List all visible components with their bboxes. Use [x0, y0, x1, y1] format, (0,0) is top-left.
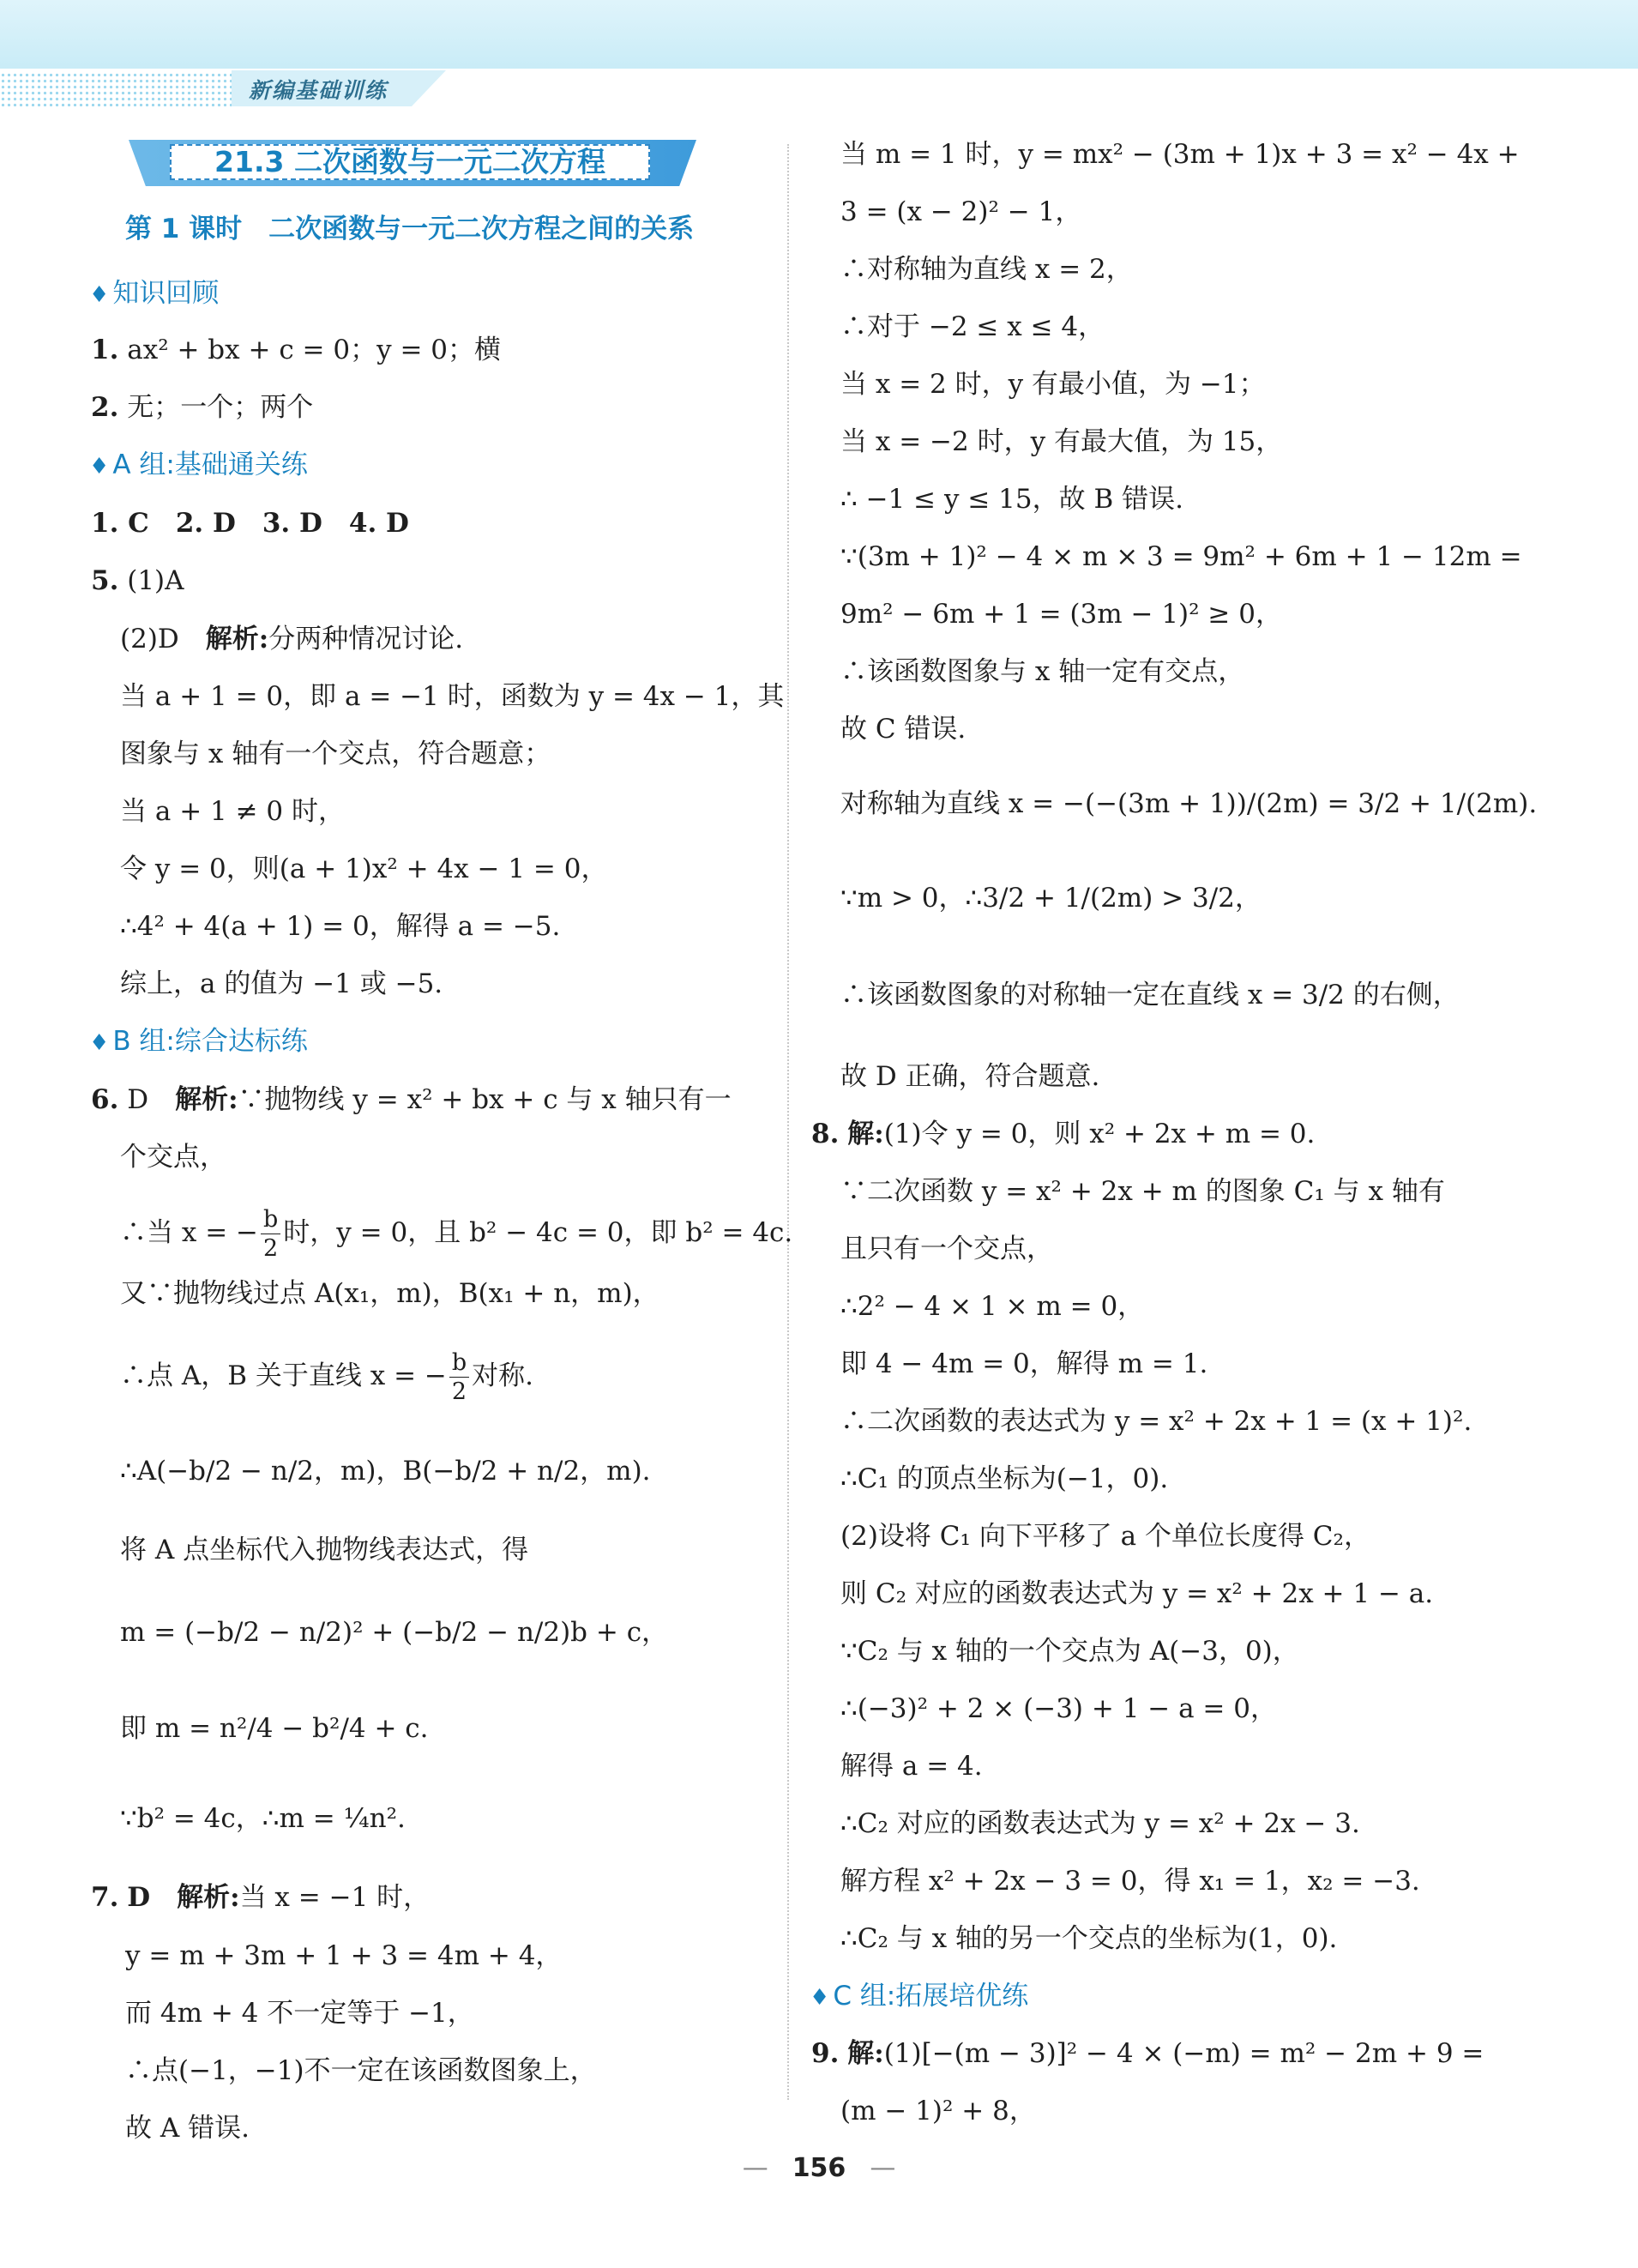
- q9-text: (1)[−(m − 3)]² − 4 × (−m) = m² − 2m + 9 =: [883, 2038, 1484, 2069]
- q5-line: 当 a + 1 ≠ 0 时，: [120, 796, 346, 827]
- q8-line: ∴C₂ 对应的函数表达式为 y = x² + 2x − 3.: [840, 1808, 1360, 1839]
- q7-line: 故 A 错误.: [125, 2113, 250, 2144]
- diamond-icon: ♦: [89, 282, 110, 308]
- q7-cont-line: ∴该函数图象的对称轴一定在直线 x = 3/2 的右侧，: [840, 980, 1460, 1010]
- diamond-icon: ♦: [810, 1985, 830, 2011]
- q6-text: ∴当 x = −: [120, 1217, 258, 1248]
- q5-answer-1: (1)A: [127, 565, 184, 596]
- diamond-icon: ♦: [89, 454, 110, 480]
- item-number: 9.: [811, 2038, 840, 2069]
- item-number: 2.: [91, 392, 119, 423]
- q8-line: ∴(−3)² + 2 × (−3) + 1 − a = 0，: [840, 1693, 1277, 1724]
- q8-line: (2)设将 C₁ 向下平移了 a 个单位长度得 C₂，: [840, 1521, 1370, 1552]
- q8-line: 解方程 x² + 2x − 3 = 0，得 x₁ = 1，x₂ = −3.: [840, 1866, 1420, 1897]
- heading-group-c: [810, 1979, 1028, 2015]
- q6-line: [120, 1351, 533, 1403]
- q6-text: ∴点 A，B 关于直线 x = −: [120, 1360, 447, 1391]
- footer-dash: —: [870, 2153, 896, 2183]
- page-number-footer: [0, 2153, 1638, 2183]
- q8-text: (1)令 y = 0，则 x² + 2x + m = 0.: [883, 1119, 1316, 1149]
- review-answer-2: 无；一个；两个: [127, 392, 314, 423]
- q7-cont-line: 当 x = 2 时，y 有最小值，为 −1；: [840, 369, 1266, 400]
- q6-text: 对称.: [472, 1360, 534, 1391]
- q7-cont-line: ∴该函数图象与 x 轴一定有交点，: [840, 656, 1245, 687]
- q6-line: m = (−b/2 − n/2)² + (−b/2 − n/2)b + c，: [120, 1617, 669, 1648]
- q9-line: [811, 2036, 1484, 2071]
- footer-dash: —: [742, 2153, 768, 2183]
- review-answer-1: ax² + bx + c = 0；y = 0；横: [127, 335, 502, 365]
- fraction: [449, 1351, 469, 1403]
- q5-analysis: 分两种情况讨论.: [268, 624, 464, 654]
- q7-line: 而 4m + 4 不一定等于 −1，: [125, 1998, 474, 2029]
- heading-review: [89, 276, 219, 312]
- q7-cont-line: 3 = (x − 2)² − 1，: [840, 196, 1082, 227]
- q7-cont-line: ∴ −1 ≤ y ≤ 15，故 B 错误.: [840, 484, 1183, 515]
- q5-part2: [120, 622, 463, 656]
- heading-group-b: [89, 1024, 308, 1060]
- header-band: [0, 0, 1638, 69]
- q6-line: 个交点，: [120, 1142, 226, 1173]
- q7-cont-line: 9m² − 6m + 1 = (3m − 1)² ≥ 0，: [840, 599, 1282, 630]
- fraction: [261, 1208, 280, 1260]
- analysis-label: 解析:: [177, 1882, 240, 1913]
- q6-line: ∴A(−b/2 − n/2，m)，B(−b/2 + n/2，m).: [120, 1456, 651, 1487]
- heading-group-b-text: B 组:综合达标练: [112, 1026, 308, 1057]
- analysis-label: 解析:: [175, 1084, 238, 1115]
- item-number: 6.: [91, 1084, 119, 1115]
- q7-line: y = m + 3m + 1 + 3 = 4m + 4，: [125, 1940, 563, 1971]
- q8-line: 即 4 − 4m = 0，解得 m = 1.: [840, 1348, 1208, 1379]
- q6-line: 又∵抛物线过点 A(x₁，m)，B(x₁ + n，m)，: [120, 1278, 659, 1309]
- q7-line: ∴点(−1，−1)不一定在该函数图象上，: [125, 2055, 597, 2086]
- q5-line: 当 a + 1 = 0，即 a = −1 时，函数为 y = 4x − 1，其: [120, 681, 785, 712]
- q8-line: ∴2² − 4 × 1 × m = 0，: [840, 1291, 1145, 1322]
- q5-line: 图象与 x 轴有一个交点，符合题意；: [120, 739, 551, 769]
- q6-answer: D: [127, 1084, 149, 1115]
- q6-line: ∵b² = 4c，∴m = ¼n².: [120, 1803, 406, 1834]
- heading-group-a-text: A 组:基础通关练: [112, 449, 308, 480]
- q6-line: [91, 1083, 732, 1117]
- q5-part1: [91, 564, 184, 598]
- q8-line: 且只有一个交点，: [840, 1234, 1053, 1264]
- q5-line: 综上，a 的值为 −1 或 −5.: [120, 968, 443, 999]
- section-banner: [129, 140, 696, 186]
- q8-line: 则 C₂ 对应的函数表达式为 y = x² + 2x + 1 − a.: [840, 1578, 1434, 1609]
- q8-line: ∴C₂ 与 x 轴的另一个交点的坐标为(1，0).: [840, 1923, 1338, 1954]
- q8-line: ∵C₂ 与 x 轴的一个交点为 A(−3，0)，: [840, 1636, 1299, 1667]
- fraction-denominator: 2: [263, 1235, 279, 1262]
- q8-line: [811, 1117, 1315, 1151]
- item-number: 8.: [811, 1119, 840, 1149]
- item-number: 5.: [91, 565, 119, 596]
- heading-review-text: 知识回顾: [112, 278, 220, 309]
- section-title: 21.3 二次函数与一元二次方程: [214, 145, 605, 178]
- q7-cont-line: 当 m = 1 时，y = mx² − (3m + 1)x + 3 = x² − 4x +: [840, 139, 1520, 170]
- q7-line: [91, 1880, 430, 1915]
- q7-cont-line: 对称轴为直线 x = −(−(3m + 1))/(2m) = 3/2 + 1/(2m).: [840, 788, 1538, 819]
- q7-cont-line: 当 x = −2 时，y 有最大值，为 15，: [840, 426, 1283, 457]
- solution-label: 解:: [847, 2038, 884, 2069]
- q6-text: ∵抛物线 y = x² + bx + c 与 x 轴只有一: [238, 1084, 732, 1115]
- analysis-label: 解析:: [205, 624, 269, 654]
- q7-cont-line: ∵(3m + 1)² − 4 × m × 3 = 9m² + 6m + 1 − 12m =: [840, 541, 1522, 572]
- q7-cont-line: ∵m > 0，∴3/2 + 1/(2m) > 3/2，: [840, 883, 1262, 914]
- q9-line: (m − 1)² + 8，: [840, 2096, 1036, 2126]
- item-number: 1.: [91, 335, 119, 365]
- q8-line: ∴C₁ 的顶点坐标为(−1，0).: [840, 1463, 1169, 1494]
- series-title: 新编基础训练: [249, 78, 388, 103]
- diamond-icon: ♦: [89, 1030, 110, 1056]
- q7-answer: D: [127, 1882, 151, 1913]
- q6-text: 时，y = 0，且 b² − 4c = 0，即 b² = 4c.: [283, 1217, 793, 1248]
- answers-1-4: 1. C 2. D 3. D 4. D: [91, 508, 409, 539]
- q6-line: 即 m = n²/4 − b²/4 + c.: [120, 1713, 429, 1744]
- review-item-1: [91, 333, 501, 367]
- q5-line: 令 y = 0，则(a + 1)x² + 4x − 1 = 0，: [120, 854, 608, 884]
- column-divider: [787, 144, 789, 2100]
- fraction-denominator: 2: [451, 1378, 467, 1405]
- q7-cont-line: 故 C 错误.: [840, 714, 967, 745]
- q5-answer-2: (2)D: [120, 624, 179, 654]
- heading-group-a: [89, 448, 308, 484]
- q7-cont-line: ∴对于 −2 ≤ x ≤ 4，: [840, 311, 1105, 342]
- q8-line: 解得 a = 4.: [840, 1751, 983, 1782]
- solution-label: 解:: [847, 1119, 884, 1149]
- q8-line: ∵二次函数 y = x² + 2x + m 的图象 C₁ 与 x 轴有: [840, 1176, 1445, 1207]
- q7-cont-line: ∴对称轴为直线 x = 2，: [840, 254, 1133, 285]
- heading-group-c-text: C 组:拓展培优练: [833, 1981, 1029, 2012]
- header-dot-pattern: [0, 72, 232, 106]
- q6-line: 将 A 点坐标代入抛物线表达式，得: [120, 1535, 529, 1565]
- fraction-numerator: b: [449, 1351, 469, 1378]
- item-number: 7.: [91, 1882, 119, 1913]
- q7-cont-line: 故 D 正确，符合题意.: [840, 1061, 1100, 1092]
- review-item-2: [91, 390, 313, 425]
- q7-text: 当 x = −1 时，: [239, 1882, 431, 1913]
- q8-line: ∴二次函数的表达式为 y = x² + 2x + 1 = (x + 1)².: [840, 1406, 1472, 1437]
- q6-line: [120, 1208, 792, 1260]
- lesson-title: 第 1 课时 二次函数与一元二次方程之间的关系: [125, 214, 695, 244]
- page-number: 156: [792, 2153, 846, 2183]
- fraction-numerator: b: [261, 1208, 280, 1234]
- q5-line: ∴4² + 4(a + 1) = 0，解得 a = −5.: [120, 911, 561, 942]
